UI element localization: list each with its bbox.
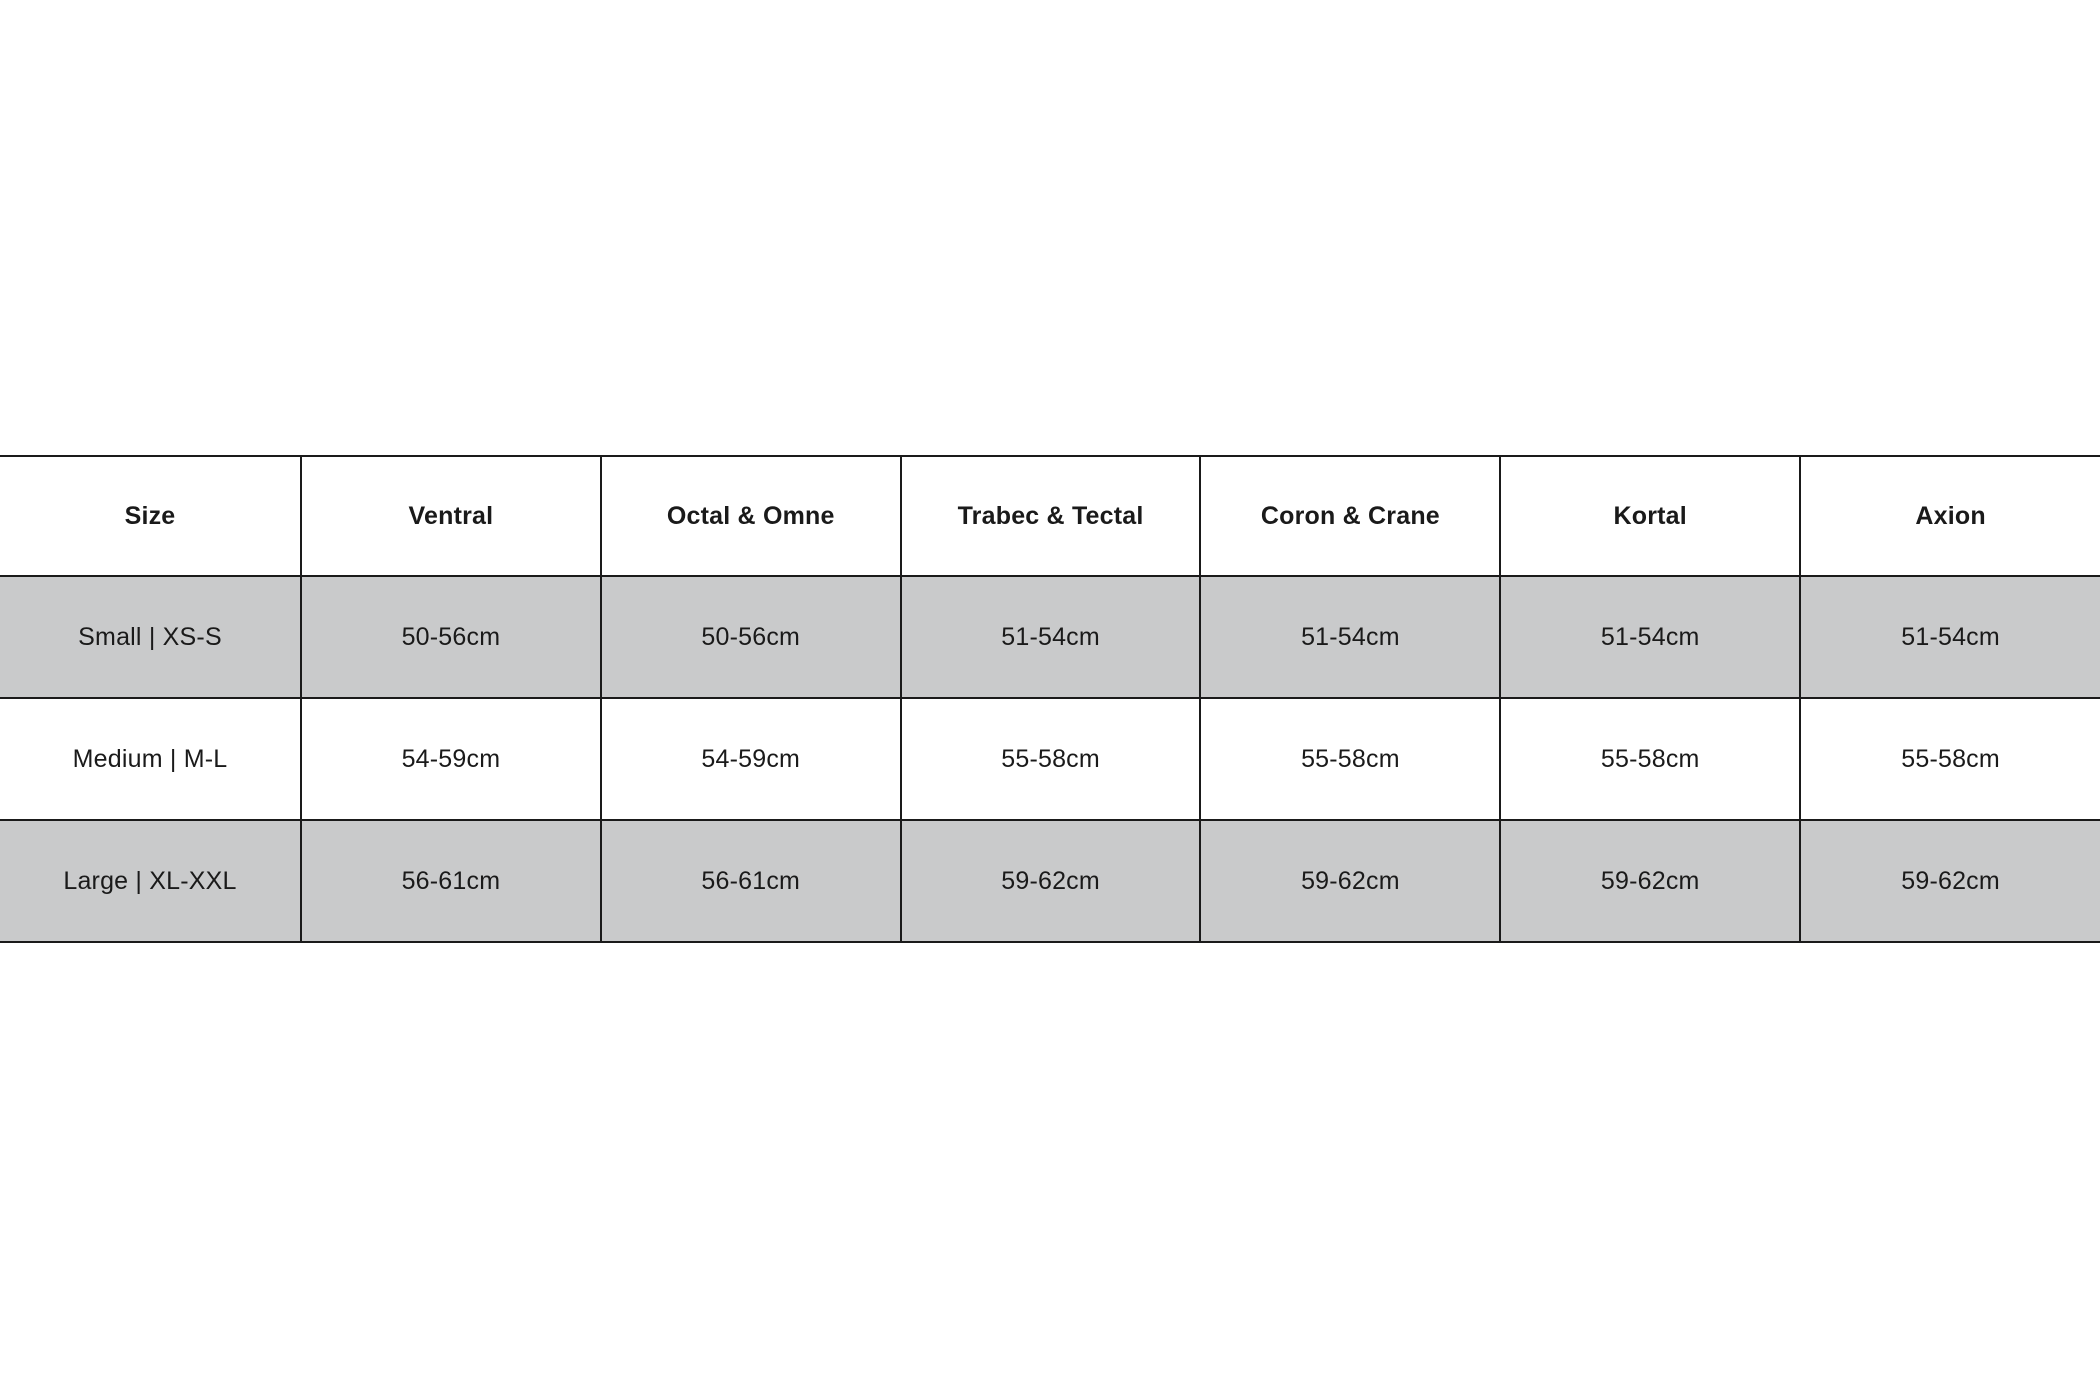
cell-medium-octal-omne: 54-59cm xyxy=(601,698,901,820)
column-header-size: Size xyxy=(0,456,301,576)
table-row xyxy=(0,820,2100,942)
column-header-trabec-tectal: Trabec & Tectal xyxy=(901,456,1201,576)
cell-medium-axion: 55-58cm xyxy=(1800,698,2100,820)
table-row xyxy=(0,576,2100,698)
cell-large-kortal: 59-62cm xyxy=(1500,820,1800,942)
cell-medium-ventral: 54-59cm xyxy=(301,698,601,820)
cell-large-octal-omne: 56-61cm xyxy=(601,820,901,942)
cell-medium-kortal: 55-58cm xyxy=(1500,698,1800,820)
cell-small-kortal: 51-54cm xyxy=(1500,576,1800,698)
table-body xyxy=(0,576,2100,942)
column-header-coron-crane: Coron & Crane xyxy=(1200,456,1500,576)
row-label-medium: Medium | M-L xyxy=(0,698,301,820)
row-label-small: Small | XS-S xyxy=(0,576,301,698)
table-header-row xyxy=(0,456,2100,576)
cell-medium-trabec-tectal: 55-58cm xyxy=(901,698,1201,820)
cell-medium-coron-crane: 55-58cm xyxy=(1200,698,1500,820)
column-header-kortal: Kortal xyxy=(1500,456,1800,576)
cell-small-trabec-tectal: 51-54cm xyxy=(901,576,1201,698)
cell-large-trabec-tectal: 59-62cm xyxy=(901,820,1201,942)
size-chart-container xyxy=(0,455,2100,943)
column-header-axion: Axion xyxy=(1800,456,2100,576)
cell-small-octal-omne: 50-56cm xyxy=(601,576,901,698)
column-header-octal-omne: Octal & Omne xyxy=(601,456,901,576)
cell-small-axion: 51-54cm xyxy=(1800,576,2100,698)
cell-small-coron-crane: 51-54cm xyxy=(1200,576,1500,698)
cell-large-axion: 59-62cm xyxy=(1800,820,2100,942)
cell-small-ventral: 50-56cm xyxy=(301,576,601,698)
table-row xyxy=(0,698,2100,820)
cell-large-coron-crane: 59-62cm xyxy=(1200,820,1500,942)
size-chart-table xyxy=(0,455,2100,943)
table-header xyxy=(0,456,2100,576)
column-header-ventral: Ventral xyxy=(301,456,601,576)
row-label-large: Large | XL-XXL xyxy=(0,820,301,942)
cell-large-ventral: 56-61cm xyxy=(301,820,601,942)
